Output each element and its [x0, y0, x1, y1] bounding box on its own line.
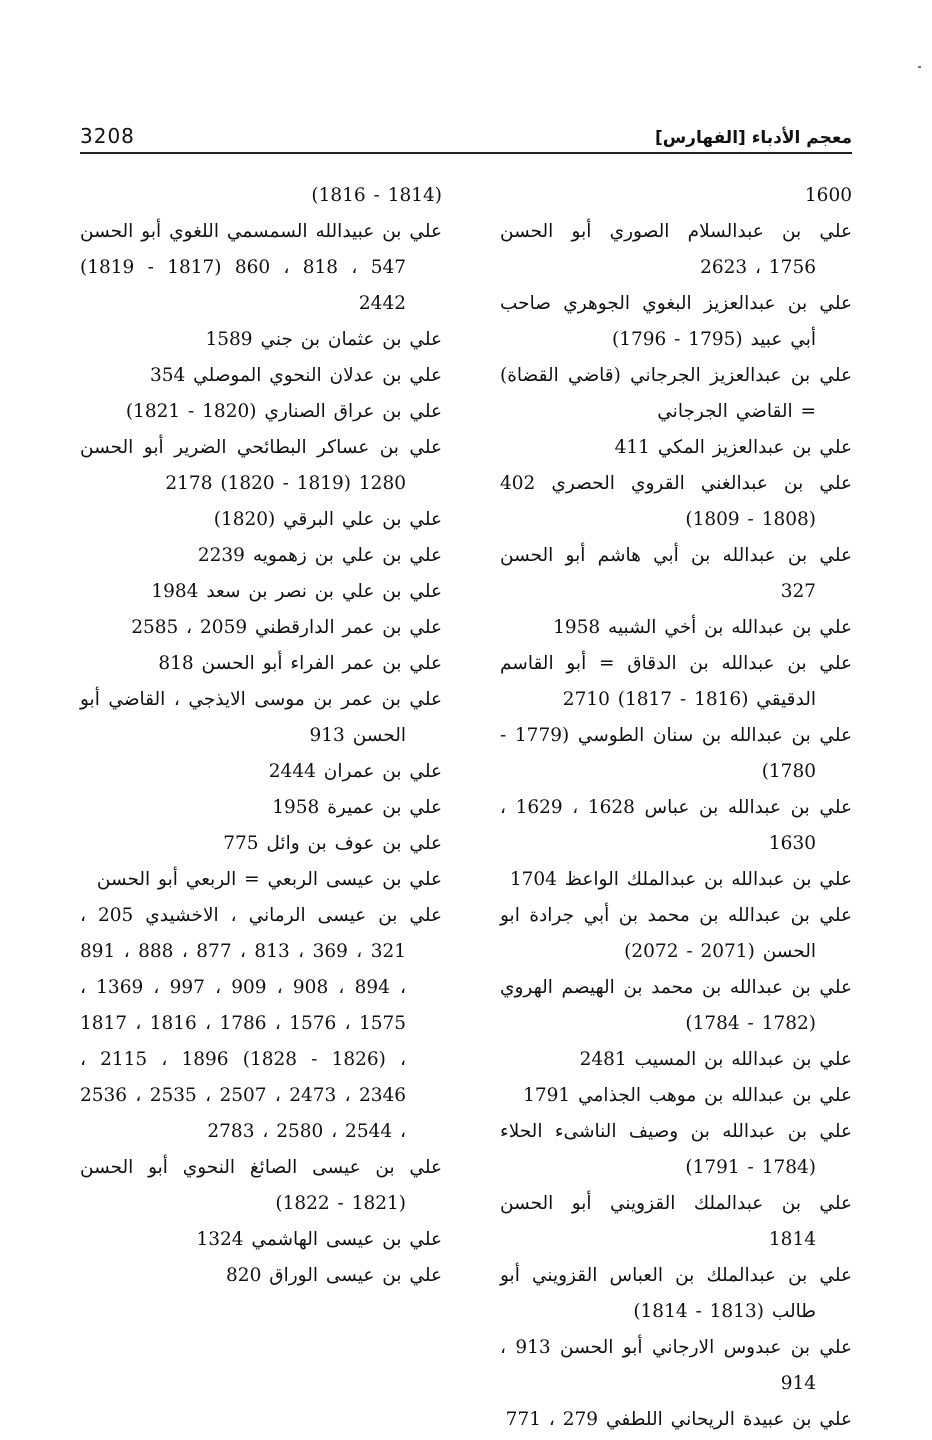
- index-entry: علي بن عبيدالله السمسمي اللغوي أبو الحسن 547 ، 818 ، 860 (1817 - 1819) 2442: [80, 221, 442, 314]
- index-entry: علي بن عيسى الرماني ، الاخشيدي 205 ، 321 ، 369 ، 813 ، 877 ، 888 ، 891 ، 894 ، 908 ، 909 ، 997 ، 1369 ، 1575 ، 1576 ، 1786 ، 1816 ، 1817 ، (1826 - 1828) 1896 ، 2115 ، 2346 ، 2473 ، 2507 ، 2535 ، 2536 ، 2544 ، 2580 ، 2783: [80, 905, 442, 1142]
- scan-speck: [918, 66, 921, 68]
- index-column-left: [80, 178, 442, 1294]
- index-entry: 1600: [804, 185, 852, 206]
- index-entry: علي بن عبدالملك بن العباس القزويني أبو طالب (1813 - 1814): [500, 1265, 852, 1322]
- index-column-right: [500, 178, 852, 1438]
- index-entry: علي بن عيسى الوراق 820: [226, 1265, 442, 1286]
- index-entry: علي بن عوف بن وائل 775: [223, 833, 442, 854]
- index-entry: علي بن عبدالله بن موهب الجذامي 1791: [523, 1085, 852, 1106]
- page-number: 3208: [80, 124, 135, 148]
- index-entry: علي بن علي البرقي (1820): [213, 509, 442, 530]
- index-entry: علي بن عيسى الربعي = الربعي أبو الحسن: [96, 869, 442, 890]
- index-entry: (1814 - 1816): [311, 185, 442, 206]
- index-entry: علي بن عبيدة الريحاني اللطفي 279 ، 771: [505, 1409, 852, 1430]
- running-title: معجم الأدباء [الفهارس]: [654, 128, 852, 148]
- index-entry: علي بن عمر الفراء أبو الحسن 818: [158, 653, 442, 674]
- index-entry: علي بن عبدالله بن عبدالملك الواعظ 1704: [509, 869, 852, 890]
- index-entry: علي بن عبدالملك القزويني أبو الحسن 1814: [500, 1193, 852, 1250]
- index-entry: علي بن عراق الصناري (1820 - 1821): [125, 401, 442, 422]
- index-entry: علي بن عساكر البطائحي الضرير أبو الحسن 1280 (1819 - 1820) 2178: [80, 437, 442, 494]
- index-entry: علي بن عبدالعزيز المكي 411: [614, 437, 852, 458]
- index-entry: علي بن عبدالغني القروي الحصري 402 (1808 - 1809): [500, 473, 852, 530]
- index-entry: علي بن عبدوس الارجاني أبو الحسن 913 ، 914: [500, 1337, 852, 1394]
- index-entry: علي بن عبدالعزيز البغوي الجوهري صاحب أبي عبيد (1795 - 1796): [500, 293, 852, 350]
- index-entry: علي بن عبدالله بن محمد بن أبي جرادة ابو الحسن (2071 - 2072): [500, 905, 852, 962]
- index-entry: علي بن علي بن زهمويه 2239: [197, 545, 442, 566]
- index-entry: علي بن عبدالله بن المسيب 2481: [579, 1049, 852, 1070]
- index-entry: علي بن علي بن نصر بن سعد 1984: [151, 581, 442, 602]
- index-entry: علي بن عبدالعزيز الجرجاني (قاضي القضاة) = القاضي الجرجاني: [500, 365, 852, 422]
- index-entry: علي بن عثمان بن جني 1589: [205, 329, 442, 350]
- index-entry: علي بن عيسى الهاشمي 1324: [196, 1229, 442, 1250]
- index-entry: علي بن عبدالله بن أخي الشبيه 1958: [553, 617, 852, 638]
- index-entry: علي بن عيسى الصائغ النحوي أبو الحسن (1821 - 1822): [80, 1157, 442, 1214]
- index-entry: علي بن عبدالله بن محمد بن الهيصم الهروي (1782 - 1784): [500, 977, 852, 1034]
- index-entry: علي بن عبدالله بن أبي هاشم أبو الحسن 327: [500, 545, 852, 602]
- index-entry: علي بن عبدالله بن الدقاق = أبو القاسم الدقيقي (1816 - 1817) 2710: [500, 653, 852, 710]
- index-entry: علي بن عمران 2444: [268, 761, 442, 782]
- index-entry: علي بن عبدالسلام الصوري أبو الحسن 1756 ، 2623: [500, 221, 852, 278]
- index-entry: علي بن عبدالله بن وصيف الناشىء الحلاء (1784 - 1791): [500, 1121, 852, 1178]
- index-entry: علي بن عدلان النحوي الموصلي 354: [149, 365, 442, 386]
- page-header: [80, 112, 852, 154]
- index-entry: علي بن عميرة 1958: [272, 797, 442, 818]
- index-entry: علي بن عمر الدارقطني 2059 ، 2585: [131, 617, 442, 638]
- index-entry: علي بن عمر بن موسى الايذجي ، القاضي أبو الحسن 913: [80, 689, 442, 746]
- index-entry: علي بن عبدالله بن عباس 1628 ، 1629 ، 1630: [500, 797, 852, 854]
- index-entry: علي بن عبدالله بن سنان الطوسي (1779 - 1780): [500, 725, 853, 782]
